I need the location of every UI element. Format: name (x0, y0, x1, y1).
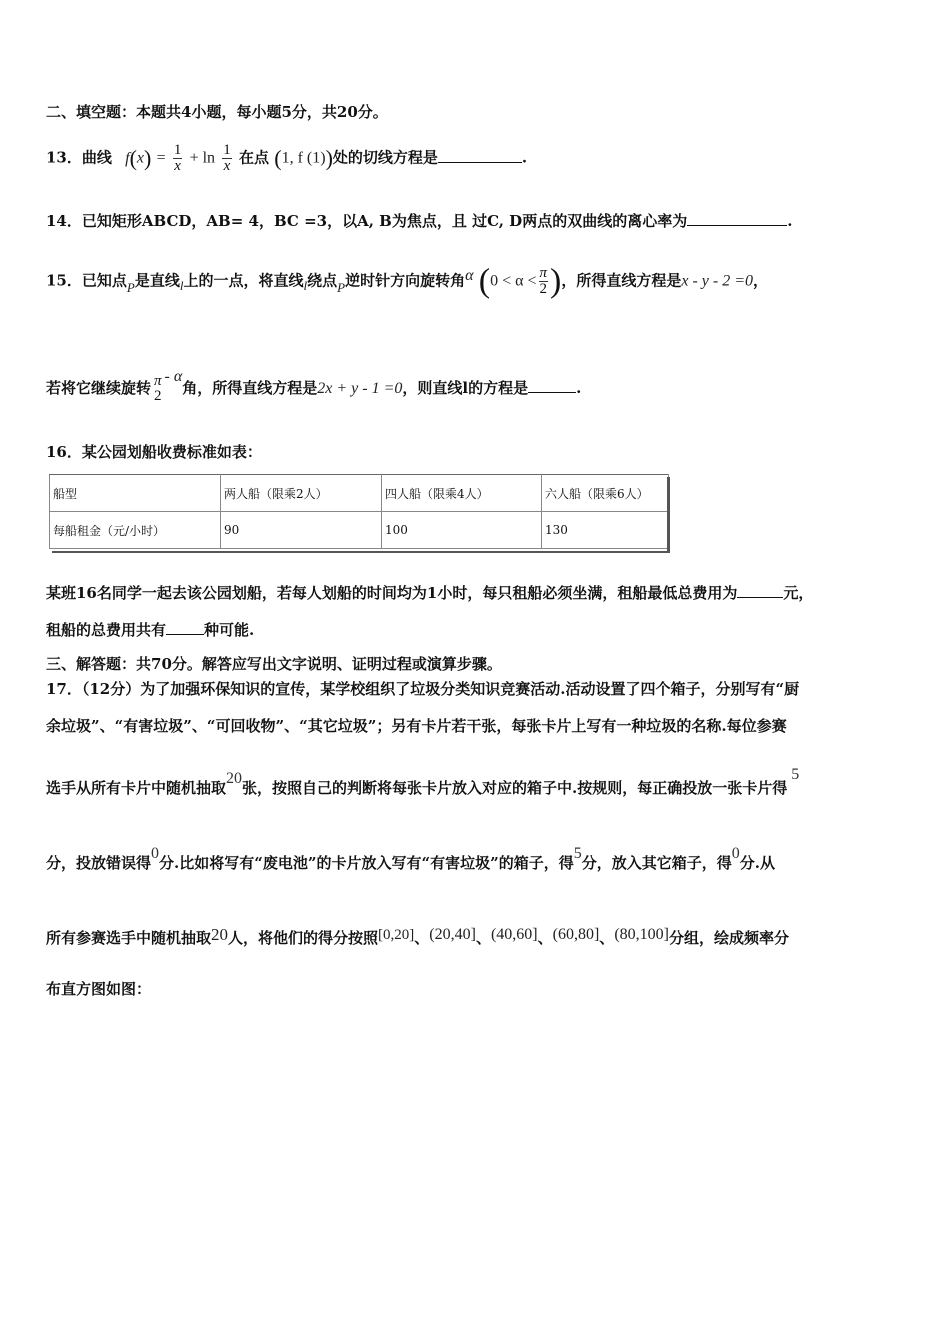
q13-plus-ln: + ln (189, 149, 216, 167)
table-cell: 130 (542, 512, 669, 549)
q17-line3b: 张，按照自己的判断将每张卡片放入对应的箱子中.按规则，每正确投放一张卡片得 (242, 779, 788, 797)
q15-t6: ， (753, 271, 769, 290)
q13-suffix: 处的切线方程是 (332, 148, 438, 167)
table-cell: 船型 (50, 475, 221, 512)
table-shadow-right (667, 477, 670, 553)
q17-sep-3: 、 (537, 929, 553, 947)
q15-t7: 角，所得直线方程是 (182, 379, 318, 397)
q15-pi-over-2 (539, 266, 549, 297)
q15-cond-left: 0 < α < (490, 272, 537, 290)
question-16-p2 (46, 620, 254, 640)
q15-point-p: P (126, 279, 135, 295)
table-cell: 四人船（限乘4人） (382, 475, 542, 512)
q13-frac1 (173, 143, 183, 174)
q13-point: 1, f (1) (281, 149, 326, 167)
q13-lparen: ( (129, 145, 137, 171)
q13-point-rparen: ) (325, 145, 333, 171)
q17-sep-4: 、 (599, 929, 615, 947)
q15-cond-rparen: ) (550, 262, 562, 300)
q17-n20-b: 20 (211, 925, 229, 944)
q17-line5a: 所有参赛选手中随机抽取 (46, 929, 212, 947)
q17-line5c: 分组，绘成频率分 (668, 929, 789, 947)
q17-line4a: 分，投放错误得 (46, 854, 152, 872)
question-17-line4 (46, 845, 776, 874)
q17-interval-5: (80,100] (614, 926, 669, 943)
q16-p1: 某班16名同学一起去该公园划船，若每人划船的时间均为1小时，每只租船必须坐满，租船最低总费用为 (46, 584, 738, 602)
q15-two: 2 (539, 281, 547, 297)
q15-line-l: l (179, 277, 184, 293)
question-17-line6: 布直方图如图： (46, 980, 152, 998)
q15-prefix: 15．已知点 (46, 271, 127, 290)
q16-p2: 租船的总费用共有 (46, 621, 167, 639)
q15-t8: ，则直线l的方程是 (402, 379, 529, 397)
q17-line4c: 分，放入其它箱子，得 (581, 854, 732, 872)
q15-line-l-2: l (303, 277, 308, 293)
q17-line5b: 人，将他们的得分按照 (228, 929, 379, 947)
q16-p1-end: 元， (783, 584, 814, 602)
q17-line4d: 分.从 (739, 854, 776, 872)
q15-line2-pi-over-2 (153, 374, 163, 404)
q16-p2-end: 种可能. (204, 621, 255, 639)
q14-text: 14．已知矩形ABCD，AB= 4，BC =3，以A, B为焦点，且 过C, D两点的双曲线的离心率为 (46, 212, 688, 230)
table-cell: 100 (382, 512, 542, 549)
q17-n20: 20 (226, 770, 243, 787)
q17-line4b: 分.比如将写有“废电池”的卡片放入写有“有害垃圾”的箱子，得 (159, 854, 574, 872)
q16-cost-blank (737, 583, 783, 598)
fee-table (49, 474, 669, 549)
q17-n5: 5 (791, 766, 800, 783)
q13-eq: = (156, 149, 166, 167)
q15-t5: ，所得直线方程是 (561, 271, 682, 290)
table-row (50, 512, 669, 549)
q15-point-p-2: P (337, 279, 346, 295)
question-15-line1 (46, 262, 769, 300)
table-shadow-bottom (52, 551, 670, 553)
q13-rparen: ) (144, 145, 152, 171)
q13-frac2-den: x (223, 158, 231, 174)
q17-n0-b: 0 (731, 845, 740, 862)
table-cell: 六人船（限乘6人） (542, 475, 669, 512)
question-14 (46, 211, 792, 231)
q15-eq1: x - y - 2 =0 (681, 272, 754, 290)
question-17-line1: 17．（12分）为了加强环保知识的宣传，某学校组织了垃圾分类知识竞赛活动.活动设置了四个箱子，分别写有“厨 (46, 680, 800, 698)
q17-n5-b: 5 (573, 845, 582, 862)
q13-func: f (125, 149, 130, 167)
question-13 (46, 143, 527, 174)
question-16-intro: 16．某公园划船收费标准如表： (46, 443, 262, 461)
q15-answer-blank (528, 378, 576, 393)
q15-alpha: α (465, 266, 474, 284)
q13-point-lparen: ( (274, 145, 282, 171)
q17-interval-4: (60,80] (552, 926, 600, 943)
q17-interval-1: [0,20] (378, 927, 415, 943)
section-2-header: 二、填空题：本题共4小题，每小题5分，共20分。 (46, 103, 388, 121)
section-3-header: 三、解答题：共70分。解答应写出文字说明、证明过程或演算步骤。 (46, 655, 502, 673)
q17-n0: 0 (151, 845, 160, 862)
q16-count-blank (166, 620, 204, 635)
q17-sep-2: 、 (475, 929, 491, 947)
question-17-line5 (46, 925, 789, 949)
q13-at-point: 在点 (239, 148, 270, 167)
q15-t3: 绕点 (307, 271, 338, 290)
q17-line3a: 选手从所有卡片中随机抽取 (46, 779, 227, 797)
q13-end: . (521, 148, 528, 167)
q15-cond-lparen: ( (478, 262, 491, 300)
q15-eq2: 2x + y - 1 =0 (317, 380, 403, 397)
q17-sep-1: 、 (414, 929, 430, 947)
question-17-line3 (46, 766, 800, 799)
question-17-line2: 余垃圾”、“有害垃圾”、“可回收物”、“其它垃圾”；另有卡片若干张，每张卡片上写有一种垃圾的名称.每位参赛 (46, 717, 787, 735)
q13-frac2 (222, 143, 232, 174)
q15-t4: 逆时针方向旋转角 (345, 271, 466, 290)
q15-pi: π (539, 265, 548, 281)
q15-line2-prefix: 若将它继续旋转 (46, 379, 152, 397)
q15-line2-pi: π (154, 373, 162, 389)
q17-interval-2: (20,40] (429, 926, 476, 943)
table-row (50, 475, 669, 512)
q14-end: . (787, 212, 793, 230)
q15-end: . (576, 379, 582, 397)
q13-answer-blank (438, 148, 522, 163)
table-cell: 90 (221, 512, 382, 549)
q15-t2: 上的一点，将直线 (183, 271, 304, 290)
q13-frac1-num: 1 (173, 142, 182, 158)
q14-answer-blank (687, 211, 787, 226)
q15-minus-alpha: - α (164, 368, 183, 385)
q13-frac2-num: 1 (223, 142, 231, 158)
q13-prefix: 13．曲线 (46, 148, 112, 167)
q15-line2-two: 2 (154, 388, 162, 404)
table-cell: 两人船（限乘2人） (221, 475, 382, 512)
q13-frac1-den: x (174, 158, 181, 174)
q13-var: x (136, 149, 144, 167)
question-15-line2 (46, 368, 582, 404)
q15-t1: 是直线 (134, 271, 180, 290)
table-cell: 每船租金（元/小时） (50, 512, 221, 549)
q17-interval-3: (40,60] (490, 926, 538, 943)
question-16-p1 (46, 583, 813, 603)
